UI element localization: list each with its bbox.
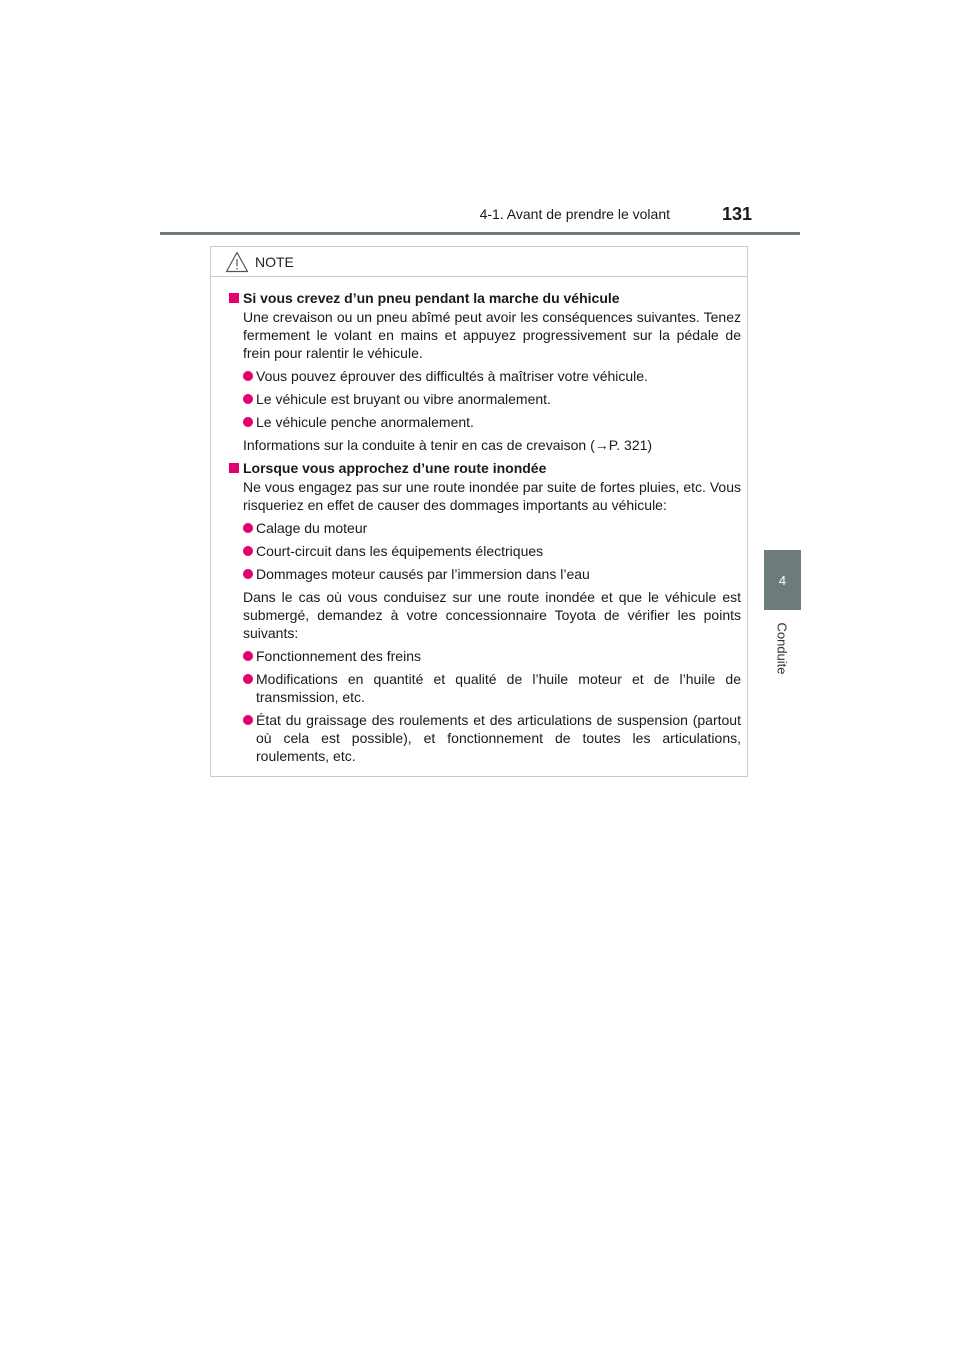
list-item: Modifications en quantité et qualité de l’huile moteur et de l’huile de transmission, etc. [243,670,741,706]
list-item: Le véhicule est bruyant ou vibre anormalement. [243,390,741,408]
header-section-title: 4-1. Avant de prendre le volant [479,206,670,222]
circle-bullet-icon [243,651,253,661]
list-item: Dommages moteur causés par l’immersion dans l’eau [243,565,741,583]
circle-bullet-icon [243,417,253,427]
chapter-number: 4 [778,572,787,588]
chapter-tab [764,550,801,610]
circle-bullet-icon [243,674,253,684]
circle-bullet-icon [243,569,253,579]
circle-bullet-icon [243,523,253,533]
note-title: NOTE [255,253,294,270]
paragraph: Dans le cas où vous conduisez sur une route inondée et que le véhicule est submergé, demandez à votre concessionnaire Toyota de vérifier les points suivants: [243,589,741,641]
note-body [211,277,747,765]
circle-bullet-icon [243,371,253,381]
chapter-label-box [764,618,801,678]
circle-bullet-icon [243,715,253,725]
circle-bullet-icon [243,546,253,556]
list-item: Fonctionnement des freins [243,647,741,665]
list-item: Calage du moteur [243,519,741,537]
note-header [211,247,747,277]
note-box [210,246,748,777]
section-heading-flat-tire: Si vous crevez d’un pneu pendant la marche du véhicule [229,289,741,307]
paragraph-reference: Informations sur la conduite à tenir en cas de crevaison (→P. 321) [243,437,653,453]
circle-bullet-icon [243,394,253,404]
square-bullet-icon [229,463,239,473]
paragraph: Une crevaison ou un pneu abîmé peut avoir les conséquences suivantes. Tenez fermement le volant en mains et appuyez progressivement sur la pédale de frein pour ralentir le véhicule. [243,309,741,361]
page-number: 131 [722,204,753,224]
list-item: État du graissage des roulements et des articulations de suspension (partout où cela est possible), et fonctionnement de toutes les articulations, roulements, etc. [243,711,741,765]
list-item: Court-circuit dans les équipements électriques [243,542,741,560]
section-heading-flooded-road: Lorsque vous approchez d’une route inondée [229,459,741,477]
chapter-label: Conduite [775,621,791,675]
square-bullet-icon [229,293,239,303]
paragraph: Ne vous engagez pas sur une route inondée par suite de fortes pluies, etc. Vous risqueriez en effet de causer des dommages importants au véhicule: [243,479,741,513]
header-rule [160,232,800,235]
warning-triangle-icon [225,251,249,273]
list-item: Vous pouvez éprouver des difficultés à maîtriser votre véhicule. [243,367,741,385]
list-item: Le véhicule penche anormalement. [243,413,741,431]
